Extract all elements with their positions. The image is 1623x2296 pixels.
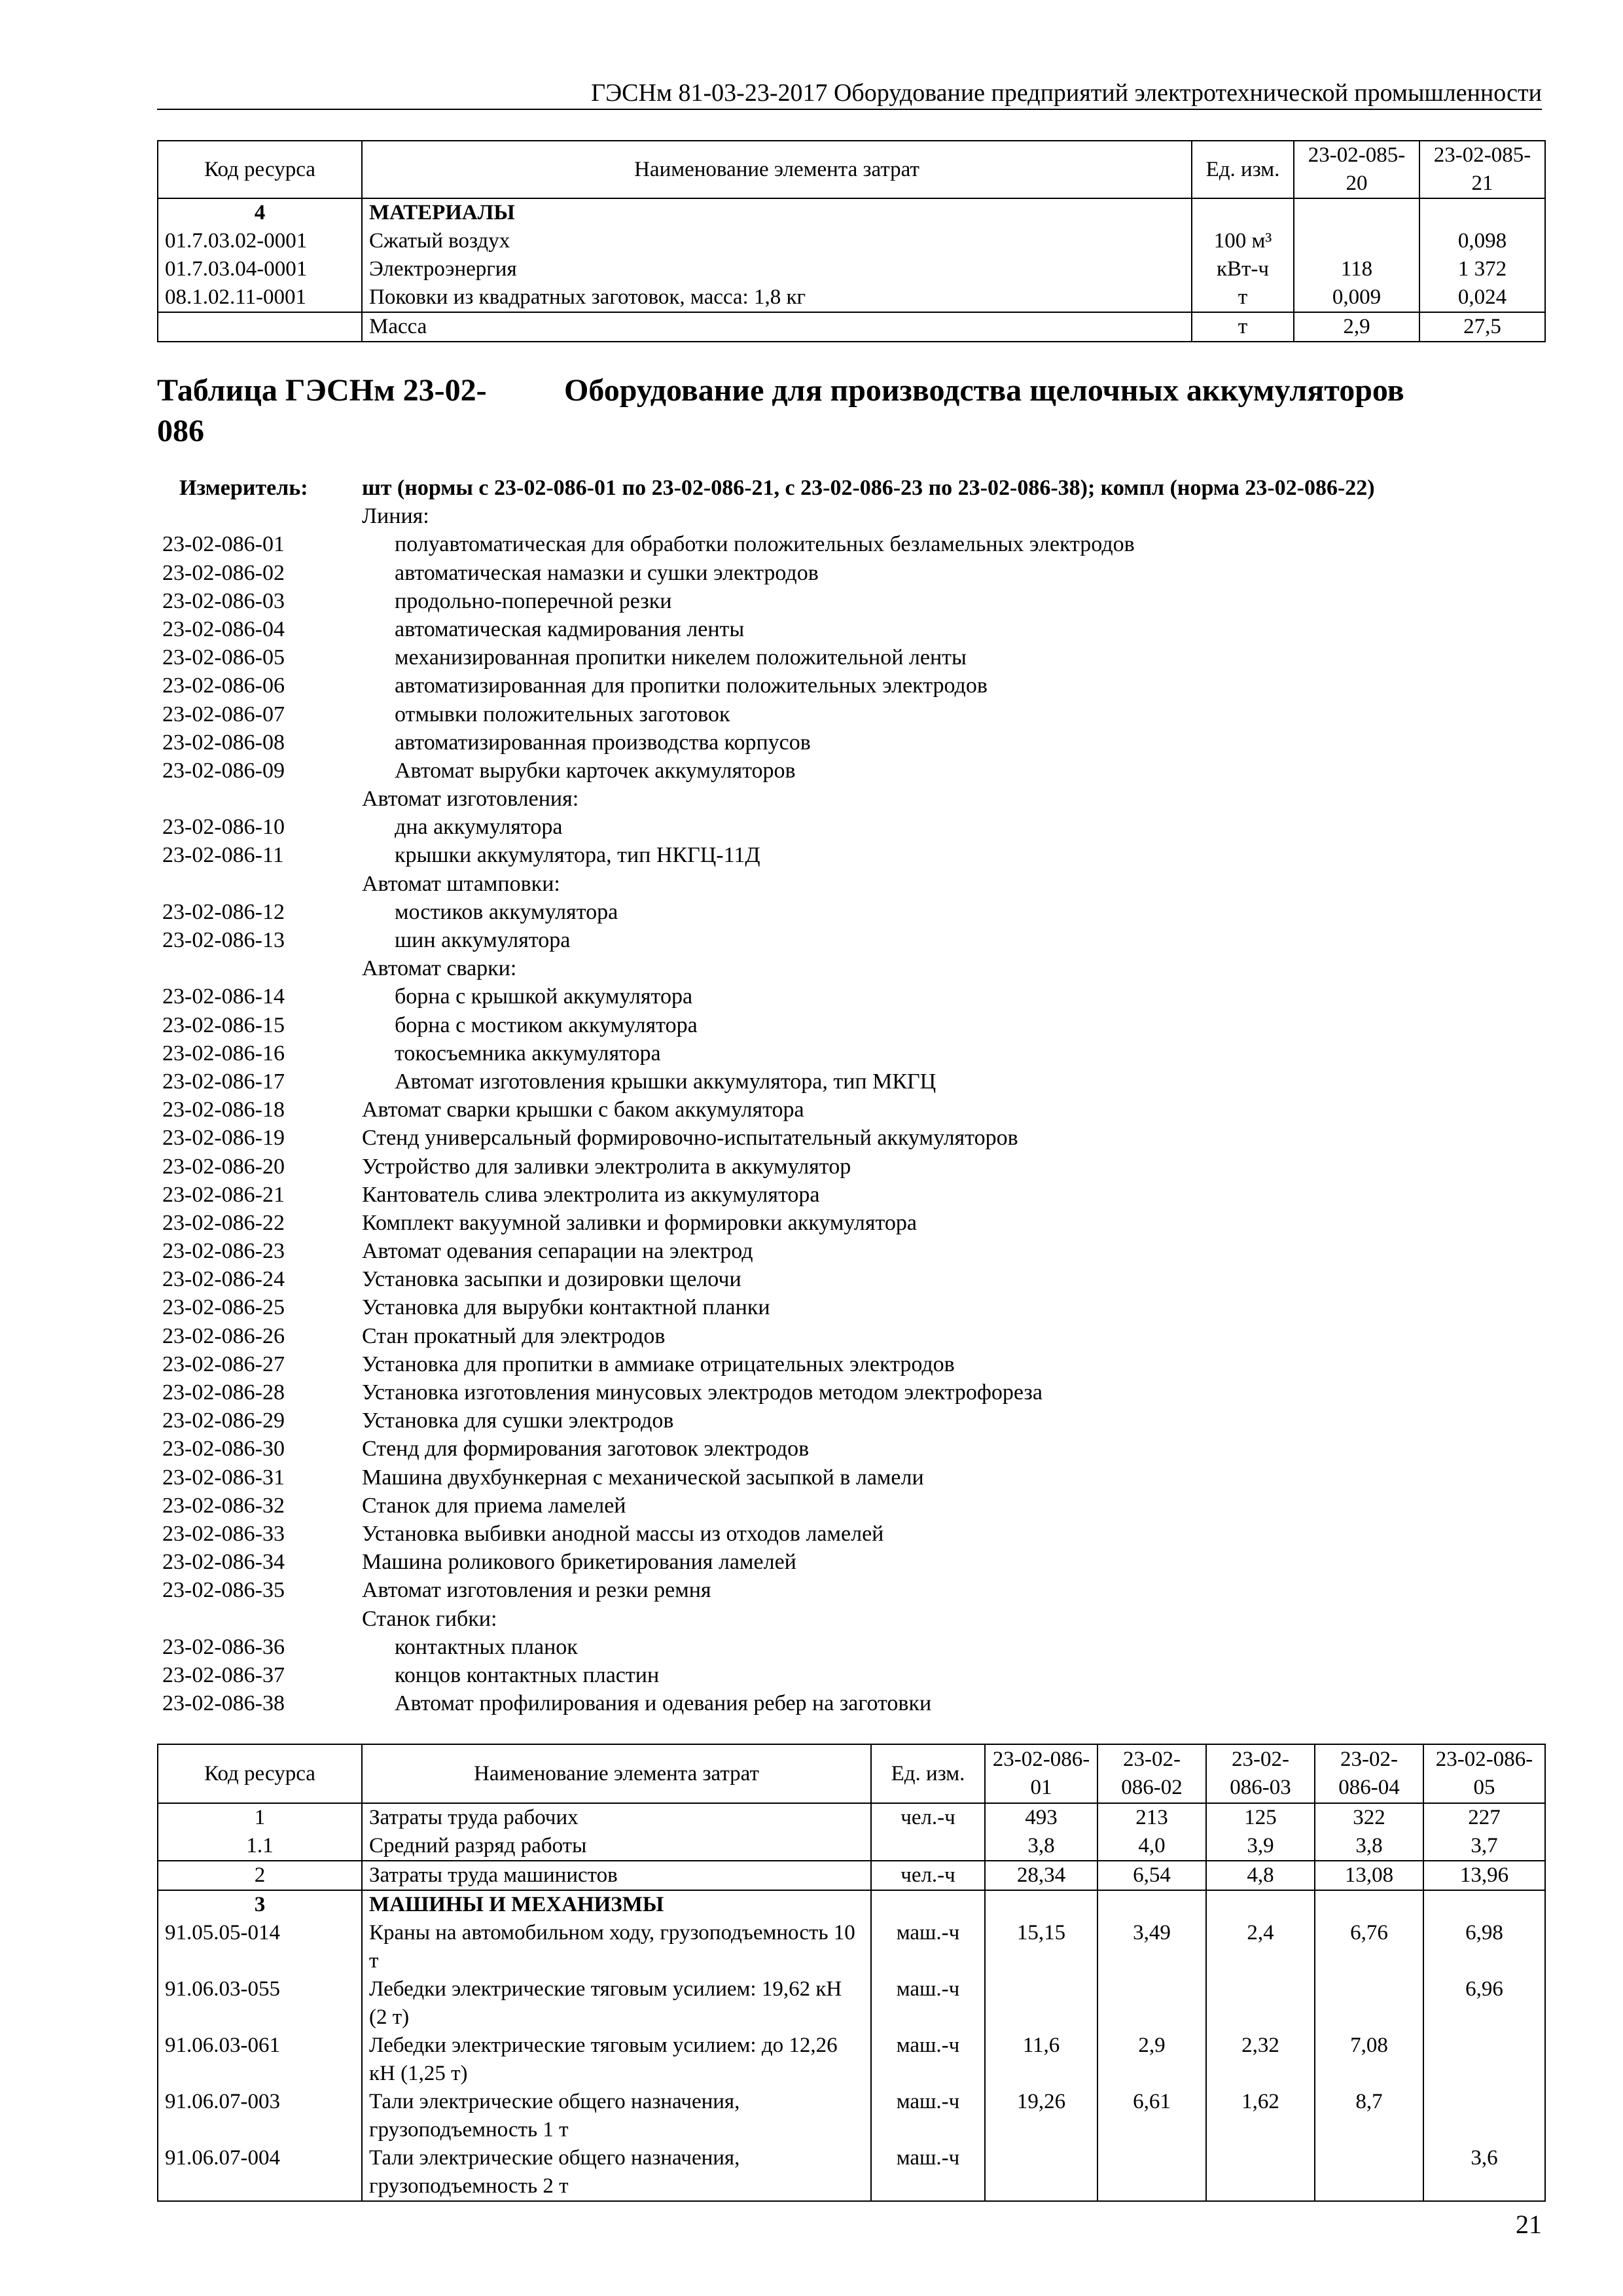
norm-description: Установка для сушки электродов bbox=[362, 1408, 674, 1433]
cell-value: 6,54 bbox=[1097, 1861, 1206, 1890]
cell-value bbox=[1206, 1975, 1315, 2032]
cell-unit bbox=[871, 1832, 985, 1861]
norm-item bbox=[157, 1011, 1544, 1039]
cell-value: 15,15 bbox=[985, 1919, 1097, 1975]
cell-name: Лебедки электрические тяговым усилием: до 12,26 кН (1,25 т) bbox=[362, 2032, 871, 2088]
cell-value bbox=[1097, 1975, 1206, 2032]
cell-code: 4 bbox=[158, 198, 362, 227]
norm-group-heading: Линия: bbox=[362, 504, 429, 529]
table-row bbox=[158, 198, 1545, 227]
norm-code: 23-02-086-01 bbox=[162, 532, 285, 557]
norm-item bbox=[157, 1407, 1544, 1435]
norm-code: 23-02-086-05 bbox=[162, 645, 285, 670]
norm-code: 23-02-086-20 bbox=[162, 1154, 285, 1179]
norm-item bbox=[157, 1039, 1544, 1067]
norm-code: 23-02-086-08 bbox=[162, 730, 285, 755]
cell-code: 91.05.05-014 bbox=[158, 1919, 362, 1975]
norm-group-heading: Автомат штамповки: bbox=[362, 871, 560, 896]
cell-code: 2 bbox=[158, 1861, 362, 1890]
cell-value: 2,32 bbox=[1206, 2032, 1315, 2088]
header-col-086-04: 23-02-086-04 bbox=[1315, 1744, 1423, 1803]
norm-description: Машина двухбункерная с механической засыпкой в ламели bbox=[362, 1465, 924, 1490]
cell-unit bbox=[1192, 198, 1294, 227]
norm-item bbox=[157, 1265, 1544, 1293]
header-unit: Ед. изм. bbox=[1192, 141, 1294, 198]
header-code: Код ресурса bbox=[158, 1744, 362, 1803]
table-row bbox=[158, 1975, 1545, 2032]
norm-item bbox=[157, 1492, 1544, 1520]
cell-value: 0,009 bbox=[1294, 283, 1419, 312]
cell-value bbox=[1294, 227, 1419, 255]
norm-item bbox=[157, 1548, 1544, 1576]
meter-label: Измеритель: bbox=[179, 476, 308, 500]
norm-item bbox=[157, 841, 1544, 869]
norm-description: механизированная пропитки никелем положительной ленты bbox=[395, 645, 967, 670]
norm-description: отмывки положительных заготовок bbox=[395, 702, 730, 726]
norm-description: автоматизированная для пропитки положительных электродов bbox=[395, 673, 988, 698]
norm-item bbox=[157, 1605, 1544, 1633]
norm-code: 23-02-086-27 bbox=[162, 1352, 285, 1376]
norm-description: Кантователь слива электролита из аккумулятора bbox=[362, 1182, 820, 1207]
norm-code: 23-02-086-06 bbox=[162, 673, 285, 698]
norm-code: 23-02-086-02 bbox=[162, 560, 285, 585]
norm-item bbox=[157, 1350, 1544, 1378]
cell-name: МАШИНЫ И МЕХАНИЗМЫ bbox=[362, 1890, 871, 1919]
norm-group-heading: Автомат сварки: bbox=[362, 956, 517, 981]
table-header-row bbox=[158, 141, 1545, 198]
norm-code: 23-02-086-17 bbox=[162, 1069, 285, 1094]
resource-table-086 bbox=[157, 1744, 1546, 2202]
norm-item bbox=[157, 1237, 1544, 1265]
meter-section bbox=[157, 474, 1544, 1717]
norm-item bbox=[157, 1633, 1544, 1661]
cell-value bbox=[1294, 198, 1419, 227]
norm-item bbox=[157, 954, 1544, 982]
table-row bbox=[158, 1803, 1545, 1832]
norm-description: крышки аккумулятора, тип НКГЦ-11Д bbox=[395, 843, 760, 868]
norm-description: Автомат изготовления и резки ремня bbox=[362, 1578, 711, 1603]
cell-name: Поковки из квадратных заготовок, масса: 1,8 кг bbox=[362, 283, 1192, 312]
cell-value: 493 bbox=[985, 1803, 1097, 1832]
header-col-086-02: 23-02-086-02 bbox=[1097, 1744, 1206, 1803]
norm-item bbox=[157, 1435, 1544, 1463]
cell-code: 91.06.03-055 bbox=[158, 1975, 362, 2032]
cell-value: 11,6 bbox=[985, 2032, 1097, 2088]
cell-name: Электроэнергия bbox=[362, 255, 1192, 283]
cell-value bbox=[1315, 2144, 1423, 2201]
norm-code: 23-02-086-12 bbox=[162, 899, 285, 924]
norm-code: 23-02-086-04 bbox=[162, 617, 285, 641]
cell-value: 3,8 bbox=[985, 1832, 1097, 1861]
cell-code: 1 bbox=[158, 1803, 362, 1832]
norm-item bbox=[157, 1661, 1544, 1689]
norm-code: 23-02-086-29 bbox=[162, 1408, 285, 1433]
norm-description: Автомат изготовления крышки аккумулятора, тип МКГЦ bbox=[395, 1069, 936, 1094]
norm-code: 23-02-086-09 bbox=[162, 758, 285, 783]
table-row bbox=[158, 1832, 1545, 1861]
cell-unit: кВт-ч bbox=[1192, 255, 1294, 283]
norm-description: Установка выбивки анодной массы из отходов ламелей bbox=[362, 1521, 884, 1546]
norm-item bbox=[157, 1520, 1544, 1548]
norm-description: дна аккумулятора bbox=[395, 815, 563, 840]
norm-code: 23-02-086-22 bbox=[162, 1210, 285, 1235]
norm-code: 23-02-086-25 bbox=[162, 1295, 285, 1320]
norm-description: Установка для пропитки в аммиаке отрицательных электродов bbox=[362, 1352, 955, 1376]
cell-unit: маш.-ч bbox=[871, 1919, 985, 1975]
cell-value: 3,49 bbox=[1097, 1919, 1206, 1975]
norm-code: 23-02-086-13 bbox=[162, 928, 285, 952]
cell-value: 118 bbox=[1294, 255, 1419, 283]
norm-description: Машина роликового брикетирования ламелей bbox=[362, 1550, 796, 1575]
cell-code: 01.7.03.04-0001 bbox=[158, 255, 362, 283]
norm-code: 23-02-086-15 bbox=[162, 1013, 285, 1037]
cell-unit: чел.-ч bbox=[871, 1803, 985, 1832]
norm-item bbox=[157, 615, 1544, 643]
cell-code: 1.1 bbox=[158, 1832, 362, 1861]
cell-value: 3,7 bbox=[1423, 1832, 1545, 1861]
cell-value: 3,6 bbox=[1423, 2144, 1545, 2201]
norm-item bbox=[157, 1096, 1544, 1124]
norm-group-heading: Станок гибки: bbox=[362, 1606, 497, 1631]
norm-item bbox=[157, 982, 1544, 1011]
norm-code: 23-02-086-38 bbox=[162, 1691, 285, 1716]
cell-unit: 100 м³ bbox=[1192, 227, 1294, 255]
norm-code: 23-02-086-19 bbox=[162, 1126, 285, 1151]
cell-value: 28,34 bbox=[985, 1861, 1097, 1890]
cell-value bbox=[1315, 1975, 1423, 2032]
cell-value: 1,62 bbox=[1206, 2088, 1315, 2144]
cell-value bbox=[1419, 198, 1545, 227]
table-row bbox=[158, 1861, 1545, 1890]
norm-code: 23-02-086-34 bbox=[162, 1550, 285, 1575]
norm-description: автоматическая кадмирования ленты bbox=[395, 617, 745, 641]
cell-value: 125 bbox=[1206, 1803, 1315, 1832]
norm-item bbox=[157, 700, 1544, 728]
cell-name: Средний разряд работы bbox=[362, 1832, 871, 1861]
norm-code: 23-02-086-37 bbox=[162, 1662, 285, 1687]
norm-item bbox=[157, 898, 1544, 926]
header-col-086-03: 23-02-086-03 bbox=[1206, 1744, 1315, 1803]
norm-description: Автомат сварки крышки с баком аккумулятора bbox=[362, 1098, 804, 1122]
cell-value: 2,9 bbox=[1097, 2032, 1206, 2088]
norm-item bbox=[157, 1378, 1544, 1407]
norm-item bbox=[157, 1209, 1544, 1237]
norm-code: 23-02-086-10 bbox=[162, 815, 285, 840]
page-number: 21 bbox=[1516, 2210, 1542, 2239]
cell-value: 7,08 bbox=[1315, 2032, 1423, 2088]
header-col-085-20: 23-02-085-20 bbox=[1294, 141, 1419, 198]
norm-code: 23-02-086-35 bbox=[162, 1578, 285, 1603]
cell-value: 0,024 bbox=[1419, 283, 1545, 312]
table-row bbox=[158, 227, 1545, 255]
norm-item bbox=[157, 643, 1544, 672]
norm-item bbox=[157, 926, 1544, 954]
cell-unit bbox=[871, 1890, 985, 1919]
norm-description: автоматическая намазки и сушки электродов bbox=[395, 560, 819, 585]
norm-item bbox=[157, 587, 1544, 615]
cell-code: 91.06.07-004 bbox=[158, 2144, 362, 2201]
norm-description: Установка засыпки и дозировки щелочи bbox=[362, 1267, 741, 1292]
norm-code: 23-02-086-33 bbox=[162, 1521, 285, 1546]
cell-value bbox=[985, 2144, 1097, 2201]
table-row bbox=[158, 1890, 1545, 1919]
norm-list bbox=[157, 502, 1544, 1717]
norm-item bbox=[157, 1689, 1544, 1717]
table-row bbox=[158, 1919, 1545, 1975]
norm-description: Стенд для формирования заготовок электродов bbox=[362, 1437, 810, 1462]
cell-name: Тали электрические общего назначения, грузоподъемность 2 т bbox=[362, 2144, 871, 2201]
norm-code: 23-02-086-36 bbox=[162, 1634, 285, 1659]
norm-item bbox=[157, 1322, 1544, 1350]
resource-table-085 bbox=[157, 140, 1546, 342]
norm-description: концов контактных пластин bbox=[395, 1662, 660, 1687]
norm-code: 23-02-086-14 bbox=[162, 984, 285, 1009]
norm-item bbox=[157, 1463, 1544, 1492]
norm-item bbox=[157, 813, 1544, 841]
table-row bbox=[158, 2088, 1545, 2144]
norm-item bbox=[157, 1067, 1544, 1096]
cell-name: Затраты труда машинистов bbox=[362, 1861, 871, 1890]
norm-item bbox=[157, 1153, 1544, 1181]
cell-value: 19,26 bbox=[985, 2088, 1097, 2144]
norm-description: Стенд универсальный формировочно-испытательный аккумуляторов bbox=[362, 1126, 1018, 1151]
cell-value: 3,8 bbox=[1315, 1832, 1423, 1861]
norm-description: Автомат профилирования и одевания ребер на заготовки bbox=[395, 1691, 932, 1716]
cell-code: 01.7.03.02-0001 bbox=[158, 227, 362, 255]
cell-code: 08.1.02.11-0001 bbox=[158, 283, 362, 312]
header-name: Наименование элемента затрат bbox=[362, 1744, 871, 1803]
norm-code: 23-02-086-07 bbox=[162, 702, 285, 726]
norm-description: Автомат вырубки карточек аккумуляторов bbox=[395, 758, 796, 783]
norm-item bbox=[157, 1124, 1544, 1152]
norm-code: 23-02-086-03 bbox=[162, 588, 285, 613]
header-unit: Ед. изм. bbox=[871, 1744, 985, 1803]
cell-value bbox=[1206, 1890, 1315, 1919]
cell-name: Лебедки электрические тяговым усилием: 19,62 кН (2 т) bbox=[362, 1975, 871, 2032]
header-rule bbox=[157, 109, 1542, 110]
cell-value: 0,098 bbox=[1419, 227, 1545, 255]
norm-item bbox=[157, 530, 1544, 558]
cell-value: 6,76 bbox=[1315, 1919, 1423, 1975]
cell-value: 2,4 bbox=[1206, 1919, 1315, 1975]
table-row bbox=[158, 255, 1545, 283]
norm-code: 23-02-086-16 bbox=[162, 1041, 285, 1066]
cell-value bbox=[1423, 2032, 1545, 2088]
table-name-title: Оборудование для производства щелочных аккумуляторов bbox=[564, 373, 1404, 408]
header-name: Наименование элемента затрат bbox=[362, 141, 1192, 198]
norm-item bbox=[157, 757, 1544, 785]
cell-value: 4,0 bbox=[1097, 1832, 1206, 1861]
norm-description: контактных планок bbox=[395, 1634, 578, 1659]
norm-description: Установка изготовления минусовых электродов методом электрофореза bbox=[362, 1380, 1043, 1405]
norm-description: Станок для приема ламелей bbox=[362, 1493, 626, 1518]
norm-description: полуавтоматическая для обработки положительных безламельных электродов bbox=[395, 532, 1135, 557]
norm-code: 23-02-086-30 bbox=[162, 1437, 285, 1462]
table-row bbox=[158, 2144, 1545, 2201]
cell-value bbox=[1097, 2144, 1206, 2201]
cell-unit: т bbox=[1192, 312, 1294, 342]
cell-value: 6,98 bbox=[1423, 1919, 1545, 1975]
cell-value: 3,9 bbox=[1206, 1832, 1315, 1861]
norm-item bbox=[157, 672, 1544, 700]
norm-description: Комплект вакуумной заливки и формировки аккумулятора bbox=[362, 1210, 917, 1235]
cell-value: 8,7 bbox=[1315, 2088, 1423, 2144]
header-col-086-05: 23-02-086-05 bbox=[1423, 1744, 1545, 1803]
cell-value: 13,96 bbox=[1423, 1861, 1545, 1890]
norm-item bbox=[157, 1576, 1544, 1604]
norm-description: борна с крышкой аккумулятора bbox=[395, 984, 693, 1009]
cell-value bbox=[985, 1975, 1097, 2032]
cell-value: 322 bbox=[1315, 1803, 1423, 1832]
norm-item bbox=[157, 1293, 1544, 1321]
cell-name: МАТЕРИАЛЫ bbox=[362, 198, 1192, 227]
norm-item bbox=[157, 728, 1544, 757]
cell-unit: маш.-ч bbox=[871, 2032, 985, 2088]
cell-code: 91.06.07-003 bbox=[158, 2088, 362, 2144]
meter-text: шт (нормы с 23-02-086-01 по 23-02-086-21, с 23-02-086-23 по 23-02-086-38); компл (норма 23-02-086-22) bbox=[362, 476, 1375, 500]
meter-header-row bbox=[157, 474, 1544, 502]
norm-description: токосъемника аккумулятора bbox=[395, 1041, 661, 1066]
norm-description: продольно-поперечной резки bbox=[395, 588, 672, 613]
norm-description: шин аккумулятора bbox=[395, 928, 571, 952]
norm-group-heading: Автомат изготовления: bbox=[362, 787, 579, 812]
cell-code bbox=[158, 312, 362, 342]
cell-name: Масса bbox=[362, 312, 1192, 342]
cell-code: 91.06.03-061 bbox=[158, 2032, 362, 2088]
table-header-row bbox=[158, 1744, 1545, 1803]
cell-value: 6,61 bbox=[1097, 2088, 1206, 2144]
norm-code: 23-02-086-26 bbox=[162, 1323, 285, 1348]
cell-name: Тали электрические общего назначения, грузоподъемность 1 т bbox=[362, 2088, 871, 2144]
cell-value bbox=[1315, 1890, 1423, 1919]
norm-description: автоматизированная производства корпусов bbox=[395, 730, 811, 755]
norm-item bbox=[157, 502, 1544, 530]
norm-code: 23-02-086-24 bbox=[162, 1267, 285, 1292]
running-header: ГЭСНм 81-03-23-2017 Оборудование предприятий электротехнической промышленности bbox=[591, 79, 1542, 107]
norm-description: борна с мостиком аккумулятора bbox=[395, 1013, 698, 1037]
table-row-total bbox=[158, 312, 1545, 342]
cell-value: 4,8 bbox=[1206, 1861, 1315, 1890]
cell-value: 213 bbox=[1097, 1803, 1206, 1832]
norm-item bbox=[157, 870, 1544, 898]
cell-name: Сжатый воздух bbox=[362, 227, 1192, 255]
norm-description: Стан прокатный для электродов bbox=[362, 1323, 666, 1348]
cell-value bbox=[1423, 2088, 1545, 2144]
table-row bbox=[158, 2032, 1545, 2088]
norm-item bbox=[157, 785, 1544, 813]
cell-value: 6,96 bbox=[1423, 1975, 1545, 2032]
cell-unit: маш.-ч bbox=[871, 2144, 985, 2201]
cell-value bbox=[1423, 1890, 1545, 1919]
norm-code: 23-02-086-18 bbox=[162, 1098, 285, 1122]
norm-code: 23-02-086-28 bbox=[162, 1380, 285, 1405]
cell-name: Затраты труда рабочих bbox=[362, 1803, 871, 1832]
table-number-title: Таблица ГЭСНм 23-02-086 bbox=[157, 373, 487, 448]
cell-name: Краны на автомобильном ходу, грузоподъемность 10 т bbox=[362, 1919, 871, 1975]
norm-description: мостиков аккумулятора bbox=[395, 899, 618, 924]
norm-description: Устройство для заливки электролита в аккумулятор bbox=[362, 1154, 851, 1179]
norm-description: Автомат одевания сепарации на электрод bbox=[362, 1239, 753, 1264]
cell-value bbox=[985, 1890, 1097, 1919]
norm-item bbox=[157, 1181, 1544, 1209]
cell-unit: т bbox=[1192, 283, 1294, 312]
cell-value bbox=[1206, 2144, 1315, 2201]
cell-code: 3 bbox=[158, 1890, 362, 1919]
norm-code: 23-02-086-23 bbox=[162, 1239, 285, 1264]
header-col-086-01: 23-02-086-01 bbox=[985, 1744, 1097, 1803]
norm-code: 23-02-086-11 bbox=[162, 843, 284, 868]
cell-value bbox=[1097, 1890, 1206, 1919]
cell-unit: маш.-ч bbox=[871, 1975, 985, 2032]
cell-unit: маш.-ч bbox=[871, 2088, 985, 2144]
cell-value: 13,08 bbox=[1315, 1861, 1423, 1890]
norm-code: 23-02-086-21 bbox=[162, 1182, 285, 1207]
header-code: Код ресурса bbox=[158, 141, 362, 198]
cell-value: 1 372 bbox=[1419, 255, 1545, 283]
header-col-085-21: 23-02-085-21 bbox=[1419, 141, 1545, 198]
cell-value: 27,5 bbox=[1419, 312, 1545, 342]
norm-code: 23-02-086-31 bbox=[162, 1465, 285, 1490]
table-row bbox=[158, 283, 1545, 312]
norm-code: 23-02-086-32 bbox=[162, 1493, 285, 1518]
cell-unit: чел.-ч bbox=[871, 1861, 985, 1890]
cell-value: 227 bbox=[1423, 1803, 1545, 1832]
norm-description: Установка для вырубки контактной планки bbox=[362, 1295, 770, 1320]
norm-item bbox=[157, 559, 1544, 587]
cell-value: 2,9 bbox=[1294, 312, 1419, 342]
